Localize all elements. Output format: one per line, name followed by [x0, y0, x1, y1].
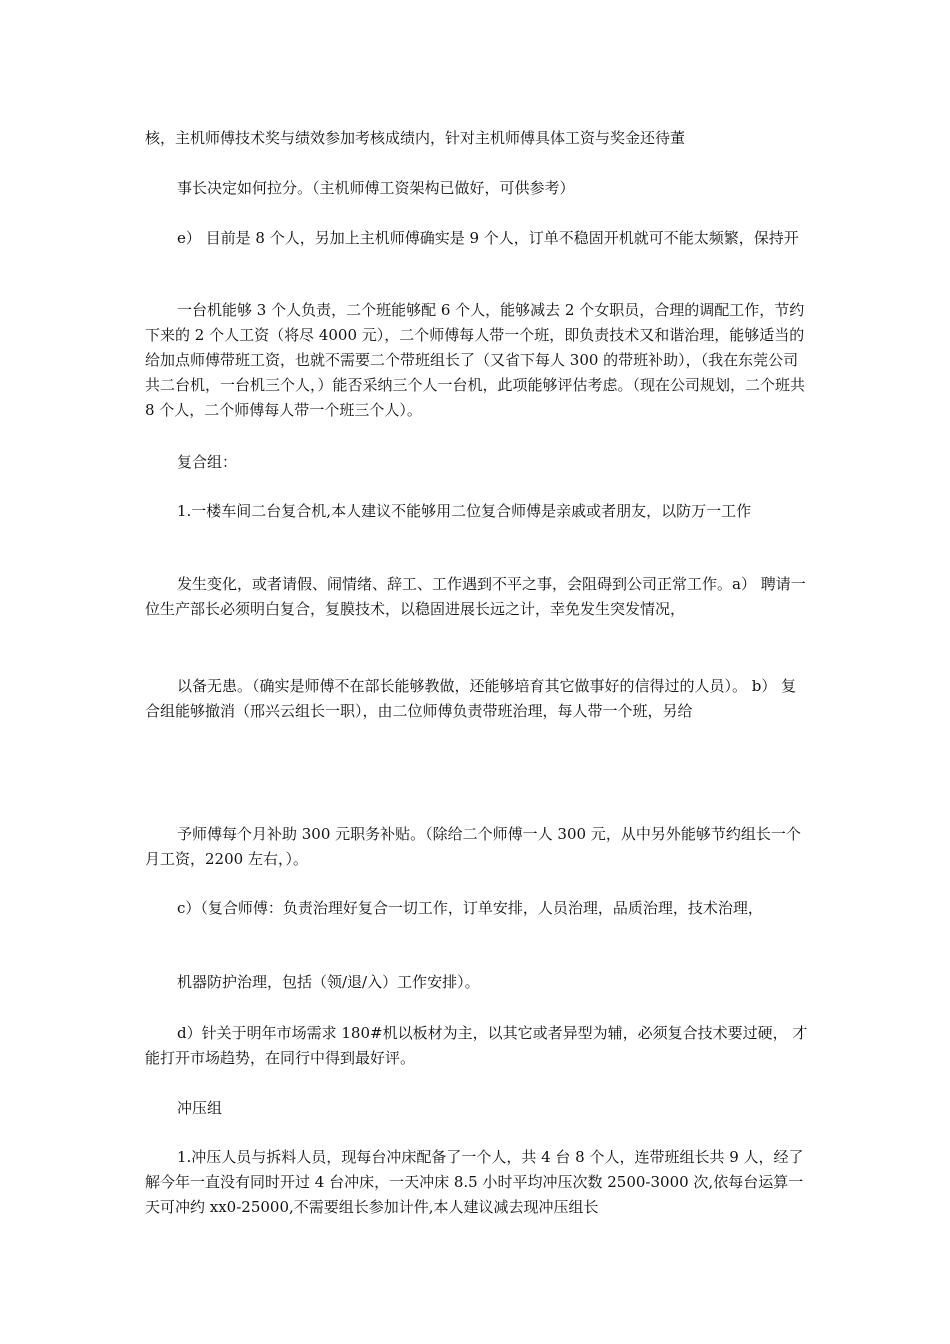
paragraph: 1.冲压人员与拆料人员，现每台冲床配备了一个人，共 4 台 8 个人，连带班组长共 9 人，经了解今年一直没有同时开过 4 台冲床，一天冲床 8.5 小时平均冲压次数 2500-3000 次,依每台运算一天可冲约 xx0-25000,不需要组长参加计件,本人建议减去现冲压组长 — [145, 1148, 804, 1216]
paragraph: 以备无患。（确实是师傅不在部长能够教做，还能够培育其它做事好的信得过的人员）。 b） 复合组能够撤消（邢兴云组长一职），由二位师傅负责带班治理，每人带一个班，另给 — [145, 677, 797, 720]
paragraph: 1.一楼车间二台复合机,本人建议不能够用二位复合师傅是亲戚或者朋友，以防万一工作 — [177, 502, 752, 520]
paragraph: d）针关于明年市场需求 180#机以板材为主，以其它或者异型为辅，必须复合技术要过硬， 才能打开市场趋势，在同行中得到最好评。 — [145, 1024, 808, 1067]
section-heading: 冲压组 — [177, 1099, 223, 1117]
paragraph: c）（复合师傅：负责治理好复合一切工作，订单安排，人员治理，品质治理，技术治理， — [177, 899, 763, 917]
paragraph: 发生变化，或者请假、闹情绪、辞工、工作遇到不平之事，会阻碍到公司正常工作。a） 聘请一位生产部长必须明白复合，复膜技术，以稳固进展长远之计，幸免发生突发情况， — [145, 575, 806, 618]
section-heading: 复合组： — [177, 453, 238, 471]
paragraph: 机器防护治理，包括（领/退/入）工作安排）。 — [177, 973, 480, 991]
paragraph: 事长决定如何拉分。（主机师傅工资架构已做好，可供参考） — [177, 179, 575, 197]
paragraph: 核，主机师傅技术奖与绩效参加考核成绩内，针对主机师傅具体工资与奖金还待董 — [145, 129, 686, 147]
paragraph: e） 目前是 8 个人，另加上主机师傅确实是 9 个人，订单不稳固开机就可不能太频繁，保持开 — [177, 229, 799, 247]
paragraph: 一台机能够 3 个人负责，二个班能够配 6 个人，能够减去 2 个女职员，合理的调配工作，节约下来的 2 个人工资（将尽 4000 元），二个师傅每人带一个班，即负责技术又和谐治理，能够适当的给加点师傅带班工资，也就不需要二个带班组长了（又省下每人 300 的带班补助），（我在东莞公司共二台机，一台机三个人，）能否采纳三个人一台机，此项能够评估考虑。（现在公司规划，二个班共 8 个人，二个师傅每人带一个班三个人）。 — [145, 301, 806, 419]
paragraph: 予师傅每个月补助 300 元职务补贴。（除给二个师傅一人 300 元，从中另外能够节约组长一个月工资，2200 左右，）。 — [145, 825, 801, 868]
